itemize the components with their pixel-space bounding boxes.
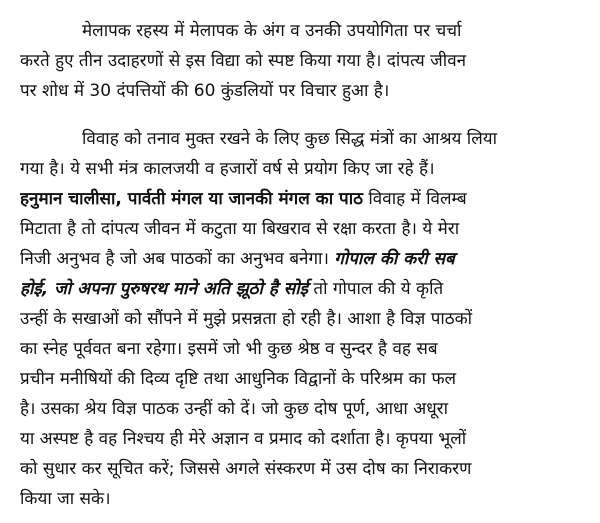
text-line: उन्हीं के सखाओं को सौंपने में मुझे प्रसन्नता हो रही है। आशा है विज्ञ पाठकों [20, 309, 473, 329]
paragraph-1 [20, 16, 586, 106]
text-span: तो गोपाल की ये कृति [308, 279, 444, 299]
paragraph-2 [20, 124, 586, 514]
text-line [20, 184, 586, 214]
text-line: विवाह को तनाव मुक्त रखने के लिए कुछ सिद्ध मंत्रों का आश्रय लिया [82, 129, 497, 149]
text-line: का स्नेह पूर्ववत बना रहेगा। इसमें जो भी कुछ श्रेष्ठ व सुन्दर है वह सब [20, 339, 438, 359]
text-line: किया जा सके। [20, 489, 111, 509]
text-span: विवाह में विलम्ब [363, 189, 467, 209]
quoted-verse: होई, जो अपना पुरुषरथ माने अति झूठो है सोई [20, 279, 309, 299]
text-span: निजी अनुभव है जो अब पाठकों का अनुभव बनेगा। [20, 249, 335, 269]
quoted-verse: गोपाल की करी सब [334, 249, 455, 269]
text-line: मिटाता है तो दांपत्य जीवन में कटुता या बिखराव से रक्षा करता है। ये मेरा [20, 219, 460, 239]
text-line: गया है। ये सभी मंत्र कालजयी व हजारों वर्ष से प्रयोग किए जा रहे हैं। [20, 159, 435, 179]
text-line: या अस्पष्ट है वह निश्चय ही मेरे अज्ञान व प्रमाद को दर्शाता है। कृपया भूलों [20, 429, 467, 449]
bold-phrase: हनुमान चालीसा, पार्वती मंगल या जानकी मंगल का पाठ [20, 189, 363, 209]
text-line [20, 274, 586, 304]
text-line: करते हुए तीन उदाहरणों से इस विद्या को स्पष्ट किया गया है। दांपत्य जीवन [20, 51, 467, 71]
text-line: पर शोध में 30 दंपत्तियों की 60 कुंडलियों पर विचार हुआ है। [20, 81, 390, 101]
text-line: मेलापक रहस्य में मेलापक के अंग व उनकी उपयोगिता पर चर्चा [82, 21, 462, 41]
text-line: को सुधार कर सूचित करें; जिससे अगले संस्करण में उस दोष का निराकरण [20, 459, 472, 479]
text-line: प्रचीन मनीषियों की दिव्य दृष्टि तथा आधुनिक विद्वानों के परिश्रम का फल [20, 369, 457, 389]
text-line [20, 244, 586, 274]
text-line: है। उसका श्रेय विज्ञ पाठक उन्हीं को दें। जो कुछ दोष पूर्ण, आधा अधूरा [20, 399, 449, 419]
